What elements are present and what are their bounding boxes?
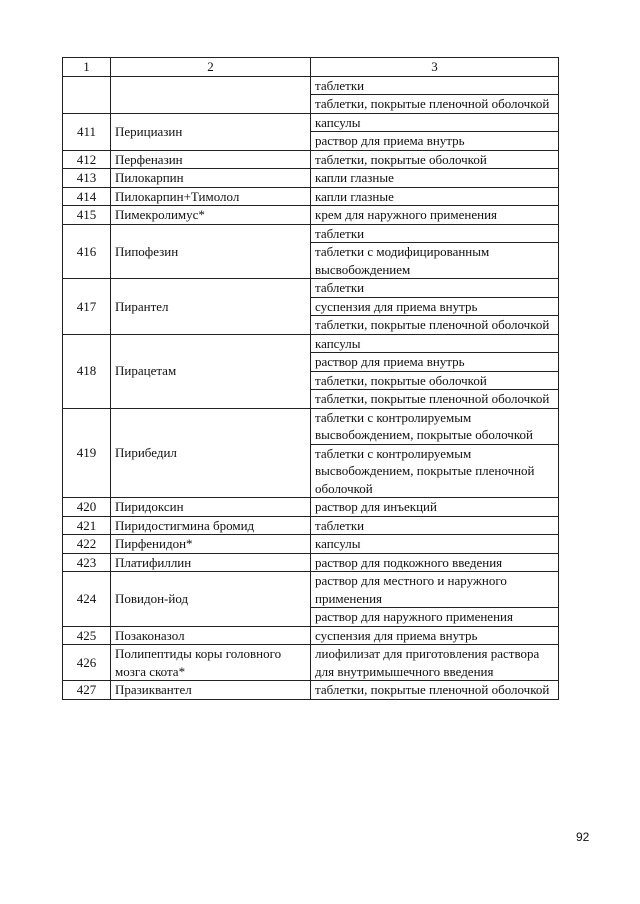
row-number: 425 xyxy=(63,626,111,645)
dosage-form: таблетки xyxy=(311,279,559,298)
table-row xyxy=(63,76,559,95)
drug-name: Пилокарпин+Тимолол xyxy=(111,187,311,206)
drug-name: Пирфенидон* xyxy=(111,535,311,554)
table-row xyxy=(63,150,559,169)
drug-name: Пиридостигмина бромид xyxy=(111,516,311,535)
header-row xyxy=(63,58,559,77)
table-row xyxy=(63,498,559,517)
row-number: 426 xyxy=(63,645,111,681)
drug-name: Пимекролимус* xyxy=(111,206,311,225)
dosage-form: капсулы xyxy=(311,535,559,554)
dosage-form: раствор для инъекций xyxy=(311,498,559,517)
dosage-form: лиофилизат для приготовления раствора для внутримышечного введения xyxy=(311,645,559,681)
drug-name: Позаконазол xyxy=(111,626,311,645)
column-header-number: 1 xyxy=(63,58,111,77)
dosage-form: таблетки xyxy=(311,516,559,535)
dosage-form: суспензия для приема внутрь xyxy=(311,626,559,645)
dosage-form: таблетки, покрытые пленочной оболочкой xyxy=(311,316,559,335)
table-body xyxy=(63,76,559,699)
dosage-form: суспензия для приема внутрь xyxy=(311,297,559,316)
dosage-form: таблетки с контролируемым высвобождением, покрытые оболочкой xyxy=(311,408,559,444)
column-header-form: 3 xyxy=(311,58,559,77)
table-row xyxy=(63,224,559,243)
row-number: 424 xyxy=(63,572,111,627)
row-number: 423 xyxy=(63,553,111,572)
row-number: 422 xyxy=(63,535,111,554)
drug-name: Перициазин xyxy=(111,113,311,150)
drug-name: Празиквантел xyxy=(111,681,311,700)
dosage-form: таблетки, покрытые пленочной оболочкой xyxy=(311,681,559,700)
table-row xyxy=(63,334,559,353)
dosage-form: раствор для приема внутрь xyxy=(311,132,559,151)
table-row xyxy=(63,645,559,681)
dosage-form: капли глазные xyxy=(311,169,559,188)
table-row xyxy=(63,535,559,554)
drug-name: Пирацетам xyxy=(111,334,311,408)
drug-name: Полипептиды коры головного мозга скота* xyxy=(111,645,311,681)
table-row xyxy=(63,681,559,700)
table-row xyxy=(63,516,559,535)
drug-name: Пирантел xyxy=(111,279,311,335)
table-row xyxy=(63,113,559,132)
row-number: 412 xyxy=(63,150,111,169)
column-header-name: 2 xyxy=(111,58,311,77)
drug-name: Платифиллин xyxy=(111,553,311,572)
dosage-form: раствор для подкожного введения xyxy=(311,553,559,572)
drug-name: Пипофезин xyxy=(111,224,311,279)
table-row xyxy=(63,206,559,225)
table-row xyxy=(63,279,559,298)
dosage-form: крем для наружного применения xyxy=(311,206,559,225)
row-number: 416 xyxy=(63,224,111,279)
drug-register-table xyxy=(62,57,559,700)
row-number: 418 xyxy=(63,334,111,408)
dosage-form: таблетки с контролируемым высвобождением, покрытые пленочной оболочкой xyxy=(311,444,559,498)
drug-name: Пирибедил xyxy=(111,408,311,498)
row-number: 411 xyxy=(63,113,111,150)
dosage-form: таблетки, покрытые пленочной оболочкой xyxy=(311,95,559,114)
drug-name: Перфеназин xyxy=(111,150,311,169)
table-row xyxy=(63,572,559,608)
table-row xyxy=(63,408,559,444)
row-number: 427 xyxy=(63,681,111,700)
dosage-form: таблетки, покрытые оболочкой xyxy=(311,371,559,390)
dosage-form: таблетки xyxy=(311,224,559,243)
row-number: 417 xyxy=(63,279,111,335)
row-number: 421 xyxy=(63,516,111,535)
dosage-form: капсулы xyxy=(311,113,559,132)
page-number: 92 xyxy=(576,830,590,844)
dosage-form: таблетки, покрытые пленочной оболочкой xyxy=(311,390,559,409)
dosage-form: капсулы xyxy=(311,334,559,353)
row-number xyxy=(63,76,111,113)
dosage-form: таблетки с модифицированным высвобождением xyxy=(311,243,559,279)
table-row xyxy=(63,187,559,206)
row-number: 420 xyxy=(63,498,111,517)
drug-name: Пилокарпин xyxy=(111,169,311,188)
row-number: 415 xyxy=(63,206,111,225)
drug-name: Пиридоксин xyxy=(111,498,311,517)
drug-name: Повидон-йод xyxy=(111,572,311,627)
dosage-form: раствор для местного и наружного применения xyxy=(311,572,559,608)
table-row xyxy=(63,553,559,572)
row-number: 414 xyxy=(63,187,111,206)
dosage-form: раствор для приема внутрь xyxy=(311,353,559,372)
dosage-form: раствор для наружного применения xyxy=(311,608,559,627)
drug-name xyxy=(111,76,311,113)
dosage-form: капли глазные xyxy=(311,187,559,206)
table-row xyxy=(63,626,559,645)
row-number: 419 xyxy=(63,408,111,498)
row-number: 413 xyxy=(63,169,111,188)
dosage-form: таблетки, покрытые оболочкой xyxy=(311,150,559,169)
dosage-form: таблетки xyxy=(311,76,559,95)
table-row xyxy=(63,169,559,188)
